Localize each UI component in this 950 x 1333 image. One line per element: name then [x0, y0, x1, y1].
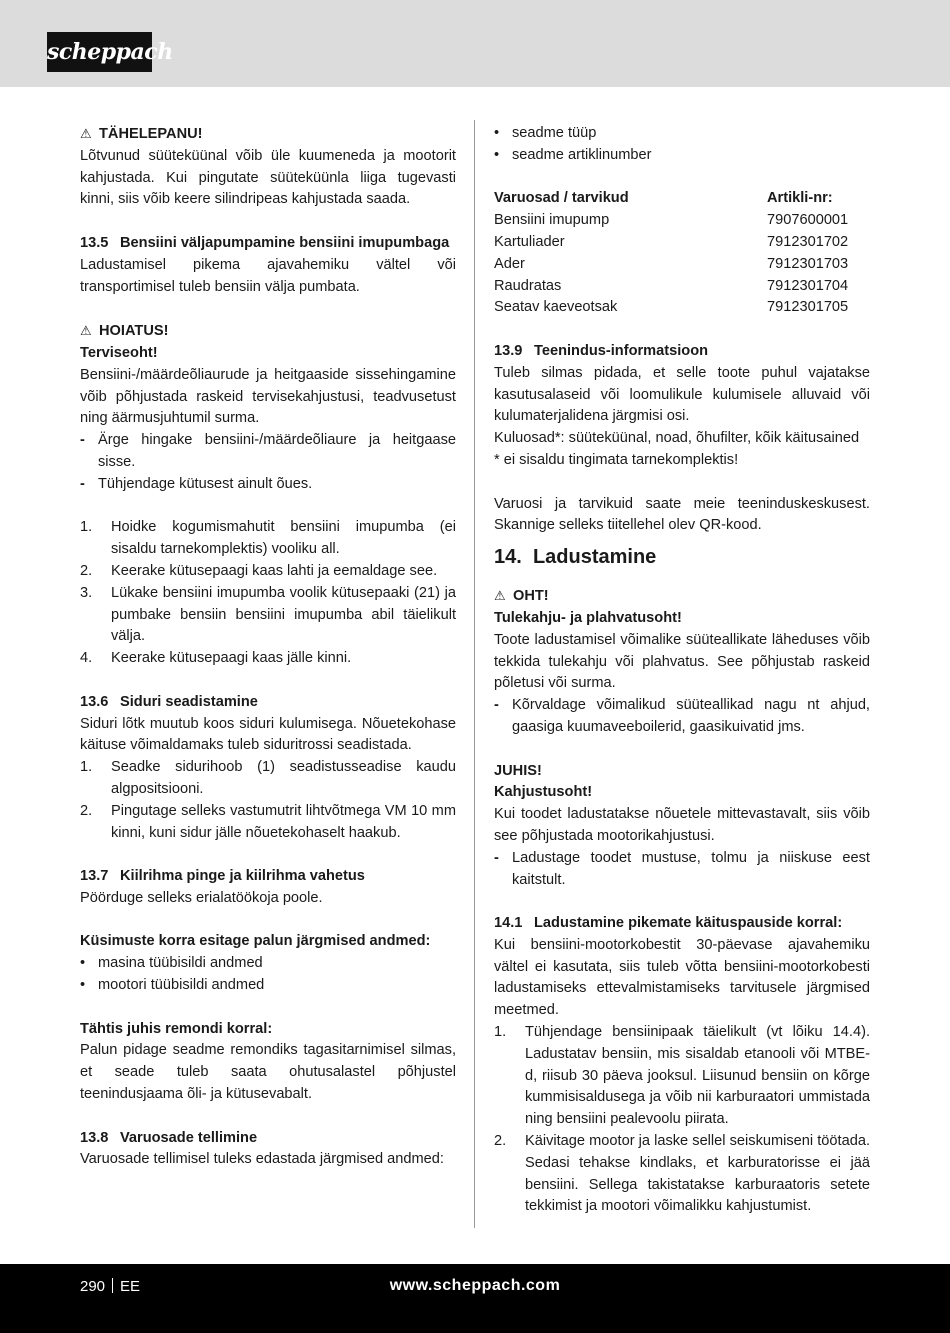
- section-text: Kuluosad*: süüteküünal, noad, õhufilter, kõik käitusained: [494, 430, 860, 447]
- warning-text: Toote ladustamisel võimalike süüteallikate läheduses võib tekkida tulekahju või plahvatus. See põhjustab raskeid põletusi või surma.: [494, 631, 870, 692]
- section-text: Tuleb silmas pidada, et selle toote puhul vajatakse kasutusalaseid või loomulikule kulumisele alluvaid või kulumaterjalidena järgmisi osi.: [494, 364, 870, 425]
- note-text: Kui toodet ladustatakse nõuetele mittevastavalt, siis võib see põhjustada mootorikahjustusi.: [494, 806, 870, 844]
- section-heading-13-8: 13.8 Varuosade tellimine: [80, 1129, 258, 1146]
- page-number: 290 EE: [80, 1278, 141, 1295]
- website-link[interactable]: www.scheppach.com: [389, 1277, 561, 1294]
- footer-bar: [0, 1264, 950, 1333]
- repair-text: Palun pidage seadme remondiks tagasitarnimisel silmas, et seade tuleb saata ohutusalastel põhjustel teenindusjaama õli- ja kütusevabalt.: [80, 1042, 456, 1103]
- dash-item: - Ärge hingake bensiini-/määrdeõliaure ja heitgaase sisse.: [80, 432, 456, 470]
- table-header: Artikli-nr:: [767, 190, 833, 207]
- section-text: Varuosade tellimisel tuleks edastada järgmised andmed:: [80, 1151, 444, 1168]
- warning-subtitle: Tulekahju- ja plahvatusoht!: [494, 609, 682, 626]
- numbered-step: 2. Pingutage selleks vastumutrit lihtvõtmega VM 10 mm kinni, kuni sidur jälle nõuetekohaselt haakub.: [80, 802, 456, 841]
- warning-text: Bensiini-/määrdeõliaurude ja heitgaaside sissehingamine võib põhjustada raskeid tervisekahjustusi, teadvusetust ning äärmusjuhtumil surma.: [80, 366, 456, 427]
- section-heading-13-6: 13.6 Siduri seadistamine: [80, 693, 258, 710]
- numbered-step: 1. Hoidke kogumismahutit bensiini imupumba (ei sisaldu tarnekomplektis) vooliku all.: [80, 519, 456, 558]
- warning-title: ⚠ TÄHELEPANU!: [80, 123, 456, 146]
- section-text: Siduri lõtk muutub koos siduri kulumisega. Nõuetekohase käituse võimaldamaks tuleb siduritrossi seadistada.: [80, 715, 456, 754]
- table-header-row: [494, 188, 870, 210]
- note-title: JUHIS!: [494, 762, 542, 779]
- numbered-step: 1. Tühjendage bensiinipaak täielikult (vt lõiku 14.4). Ladustatav bensiin, mis sisaldab etanooli või MTBE-d, riisub 30 päeva jooksul. Liisunud bensiin on kõrge kummisisaldusega ja võib nii karburaatori ummistada ning bensiini pealevoolu piirata.: [494, 1024, 870, 1128]
- chapter-heading-14: 14. Ladustamine: [494, 546, 657, 569]
- column-divider: [474, 120, 475, 1228]
- bullet-item: • seadme artiklinumber: [494, 146, 652, 163]
- section-heading-13-5: 13.5 Bensiini väljapumpamine bensiini imupumbaga: [80, 234, 450, 251]
- section-text: Ladustamisel pikema ajavahemiku vältel või transportimisel tuleb bensiin välja pumbata.: [80, 256, 456, 295]
- numbered-step: 4. Keerake kütusepaagi kaas jälle kinni.: [80, 650, 352, 667]
- bullet-item: • masina tüübisildi andmed: [80, 955, 263, 972]
- section-heading-13-7: 13.7 Kiilrihma pinge ja kiilrihma vahetus: [80, 868, 365, 885]
- table-row: Ader 7912301703: [494, 255, 849, 272]
- bullet-item: • seadme tüüp: [494, 125, 597, 141]
- section-text: Kui bensiini-mootorkobestit 30-päevase ajavahemiku vältel ei kasutata, siis tuleb võtta bensiini-mootorkobesti ladustamiseks ettevalmistamiseks tarvitusele järgmised meetmed.: [494, 936, 870, 1019]
- table-header: Varuosad / tarvikud: [494, 190, 629, 207]
- header-bar: [0, 0, 950, 87]
- dash-item: - Ladustage toodet mustuse, tolmu ja niiskuse eest kaitstult.: [494, 849, 870, 888]
- left-column: [80, 123, 456, 1171]
- table-row: Seatav kaeveotsak 7912301705: [494, 299, 849, 316]
- dash-item: - Tühjendage kütusest ainult õues.: [80, 475, 313, 492]
- note-subtitle: Kahjustusoht!: [494, 784, 593, 801]
- repair-title: Tähtis juhis remondi korral:: [80, 1020, 273, 1037]
- bullet-item: • mootori tüübisildi andmed: [80, 977, 265, 994]
- section-text: Varuosi ja tarvikuid saate meie teeninduskeskusest. Skannige selleks tiitellehel olev QR-kood.: [494, 495, 870, 534]
- section-heading-13-9: 13.9 Teenindus-informatsioon: [494, 342, 709, 359]
- table-row: Kartuliader 7912301702: [494, 233, 849, 250]
- numbered-step: 3. Lükake bensiini imupumba voolik kütusepaaki (21) ja pumbake bensiin bensiini imupumba abil täielikult välja.: [80, 584, 456, 645]
- dash-item: - Kõrvaldage võimalikud süüteallikad nagu nt ahjud, gaasiga kuumaveeboilerid, gaasikuivatid jms.: [494, 697, 870, 735]
- warning-triangle-icon: ⚠: [494, 588, 506, 604]
- warning-title: ⚠ HOIATUS!: [80, 320, 456, 343]
- numbered-step: 2. Käivitage mootor ja laske sellel seiskumiseni töötada. Sedasi tehakse kindlaks, et karburatorisse ei jää bensiini. Sellega takistatakse karburaatoris setete tekkimist ja mootori võimalikku kahjustumist.: [494, 1133, 870, 1215]
- warning-text: Lõtvunud süüteküünal võib üle kuumeneda ja mootorit kahjustada. Kui pingutate süüteküünla liiga tugevasti kinni, siis võib keere silindripeas kahjustada saada.: [80, 147, 456, 208]
- warning-subtitle: Terviseoht!: [80, 344, 158, 361]
- right-column: [494, 123, 870, 1218]
- numbered-step: 2. Keerake kütusepaagi kaas lahti ja eemaldage see.: [80, 562, 438, 579]
- parts-table: [494, 188, 870, 319]
- numbered-step: 1. Seadke sidurihoob (1) seadistusseadise kaudu algpositsiooni.: [80, 759, 456, 797]
- questions-title: Küsimuste korra esitage palun järgmised andmed:: [80, 933, 431, 950]
- section-text: Pöörduge selleks erialatöökoja poole.: [80, 889, 323, 906]
- section-heading-14-1: 14.1 Ladustamine pikemate käituspauside korral:: [494, 915, 843, 932]
- warning-title: ⚠ OHT!: [494, 585, 870, 608]
- section-text: * ei sisaldu tingimata tarnekomplektis!: [494, 451, 739, 468]
- table-row: Raudratas 7912301704: [494, 277, 849, 294]
- warning-triangle-icon: ⚠: [80, 126, 92, 141]
- table-row: Bensiini imupump 7907600001: [494, 212, 849, 229]
- warning-triangle-icon: ⚠: [80, 323, 92, 339]
- scheppach-logo: scheppach: [47, 32, 152, 72]
